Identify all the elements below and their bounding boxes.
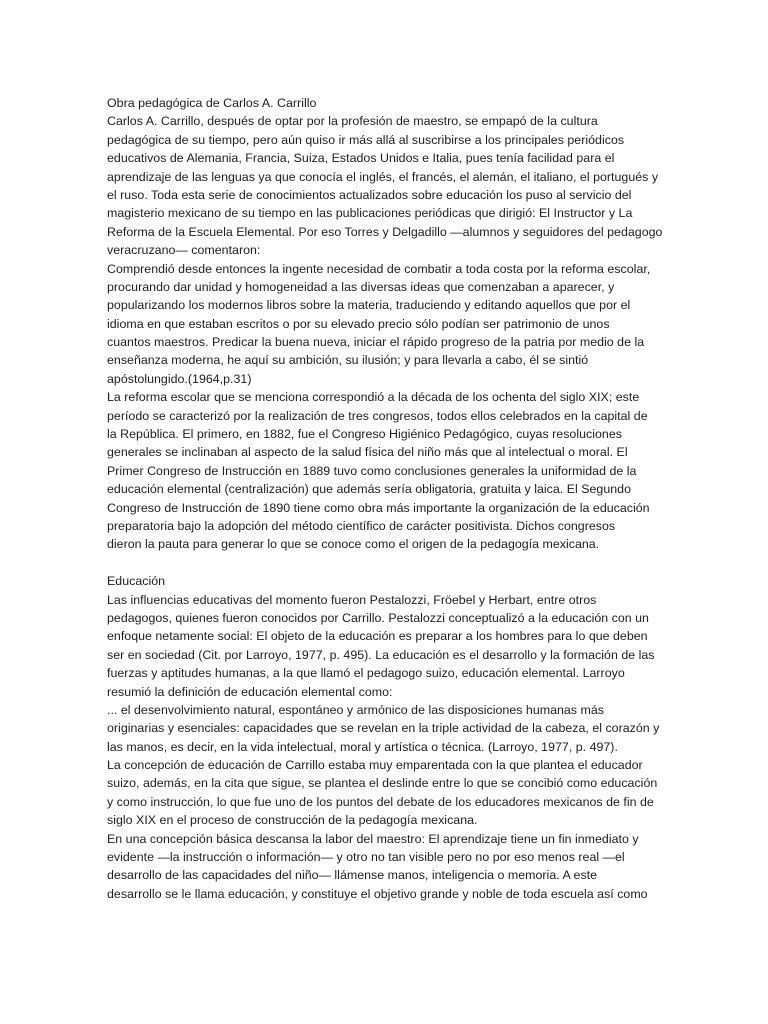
text-line: enseñanza moderna, he aquí su ambición, su ilusión; y para llevarla a cabo, él se sintió [107, 353, 589, 368]
text-line: preparatoria bajo la adopción del método científico de carácter positivista. Dichos congresos [107, 518, 616, 533]
text-line: y como instrucción, lo que fue uno de los puntos del debate de los educadores mexicanos de fin de [107, 794, 654, 809]
text-line: la República. El primero, en 1882, fue el Congreso Higiénico Pedagógico, cuyas resoluciones [107, 427, 622, 442]
text-line: Comprendió desde entonces la ingente necesidad de combatir a toda costa por la reforma escolar, [107, 261, 651, 276]
document-body-part2 [107, 572, 665, 903]
text-line: procurando dar unidad y homogeneidad a las diversas ideas que comenzaban a aparecer, y [107, 279, 615, 294]
text-line: el ruso. Toda esta serie de conocimientos actualizados sobre educación los puso al servicio del [107, 187, 632, 202]
text-line: Primer Congreso de Instrucción en 1889 tuvo como conclusiones generales la uniformidad de la [107, 463, 637, 478]
text-line: Las influencias educativas del momento fueron Pestalozzi, Fröebel y Herbart, entre otros [107, 592, 597, 607]
text-line: período se caracterizó por la realización de tres congresos, todos ellos celebrados en la capital de [107, 408, 648, 423]
document-page [107, 94, 665, 903]
text-line: Reforma de la Escuela Elemental. Por eso Torres y Delgadillo —alumnos y seguidores del pedagogo [107, 224, 663, 239]
text-line: cuantos maestros. Predicar la buena nueva, iniciar el rápido progreso de la patria por medio de la [107, 335, 645, 350]
text-line: ... el desenvolvimiento natural, espontáneo y armónico de las disposiciones humanas más [107, 702, 604, 717]
text-line: originarias y esenciales: capacidades que se revelan en la triple actividad de la cabeza, el corazón y [107, 721, 660, 736]
document-title: Obra pedagógica de Carlos A. Carrillo [107, 96, 317, 110]
text-line: La reforma escolar que se menciona correspondió a la década de los ochenta del siglo XIX; este [107, 390, 640, 405]
text-line: enfoque netamente social: El objeto de la educación es preparar a los hombres para lo que deben [107, 629, 648, 644]
text-line: Carlos A. Carrillo, después de optar por la profesión de maestro, se empapó de la cultura [107, 114, 598, 129]
text-line: magisterio mexicano de su tiempo en las publicaciones periódicas que dirigió: El Instructor y La [107, 206, 633, 221]
text-line: idioma en que estaban escritos o por su elevado precio sólo podían ser patrimonio de unos [107, 316, 610, 331]
document-body-part1 [107, 94, 665, 554]
text-line: evidente —la instrucción o información— y otro no tan visible pero no por eso menos real —el [107, 850, 625, 865]
text-line: educativos de Alemania, Francia, Suiza, Estados Unidos e Italia, pues tenía facilidad para el [107, 151, 615, 166]
text-line: En una concepción básica descansa la labor del maestro: El aprendizaje tiene un fin inmediato y [107, 831, 639, 846]
text-line: dieron la pauta para generar lo que se conoce como el origen de la pedagogía mexicana. [107, 537, 600, 552]
text-line: fuerzas y aptitudes humanas, a la que llamó el pedagogo suizo, educación elemental. Larroyo [107, 666, 625, 681]
text-line: popularizando los modernos libros sobre la materia, traduciendo y editando aquellos que por el [107, 298, 631, 313]
paragraph-gap [107, 554, 665, 572]
text-line: generales se inclinaban al aspecto de la salud física del niño más que al intelectual o moral. El [107, 445, 628, 460]
text-line: resumió la definición de educación elemental como: [107, 684, 393, 699]
text-line: desarrollo se le llama educación, y constituye el objetivo grande y noble de toda escuela así como [107, 886, 648, 901]
text-line: suizo, además, en la cita que sigue, se plantea el deslinde entre lo que se concibió como educación [107, 776, 658, 791]
text-line: veracruzano— comentaron: [107, 243, 261, 258]
text-line: pedagógica de su tiempo, pero aún quiso ir más allá al suscribirse a los principales periódicos [107, 132, 625, 147]
text-line: las manos, es decir, en la vida intelectual, moral y artística o técnica. (Larroyo, 1977, p. 497). [107, 739, 618, 754]
text-line: aprendizaje de las lenguas ya que conocía el inglés, el francés, el alemán, el italiano, el portugués y [107, 169, 659, 184]
section-heading: Educación [107, 574, 166, 589]
text-line: La concepción de educación de Carrillo estaba muy emparentada con la que plantea el educador [107, 758, 643, 773]
text-line: desarrollo de las capacidades del niño— llámense manos, inteligencia o memoria. A este [107, 868, 598, 883]
text-line: Congreso de Instrucción de 1890 tiene como obra más importante la organización de la educación [107, 500, 650, 515]
text-line: educación elemental (centralización) que además sería obligatoria, gratuita y laica. El Segundo [107, 482, 631, 497]
text-line: ser en sociedad (Cit. por Larroyo, 1977, p. 495). La educación es el desarrollo y la formación de las [107, 647, 655, 662]
text-line: apóstolungido.(1964,p.31) [107, 371, 252, 386]
text-line: siglo XIX en el proceso de construcción de la pedagogía mexicana. [107, 813, 478, 828]
text-line: pedagogos, quienes fueron conocidos por Carrillo. Pestalozzi conceptualizó a la educación con un [107, 610, 649, 625]
